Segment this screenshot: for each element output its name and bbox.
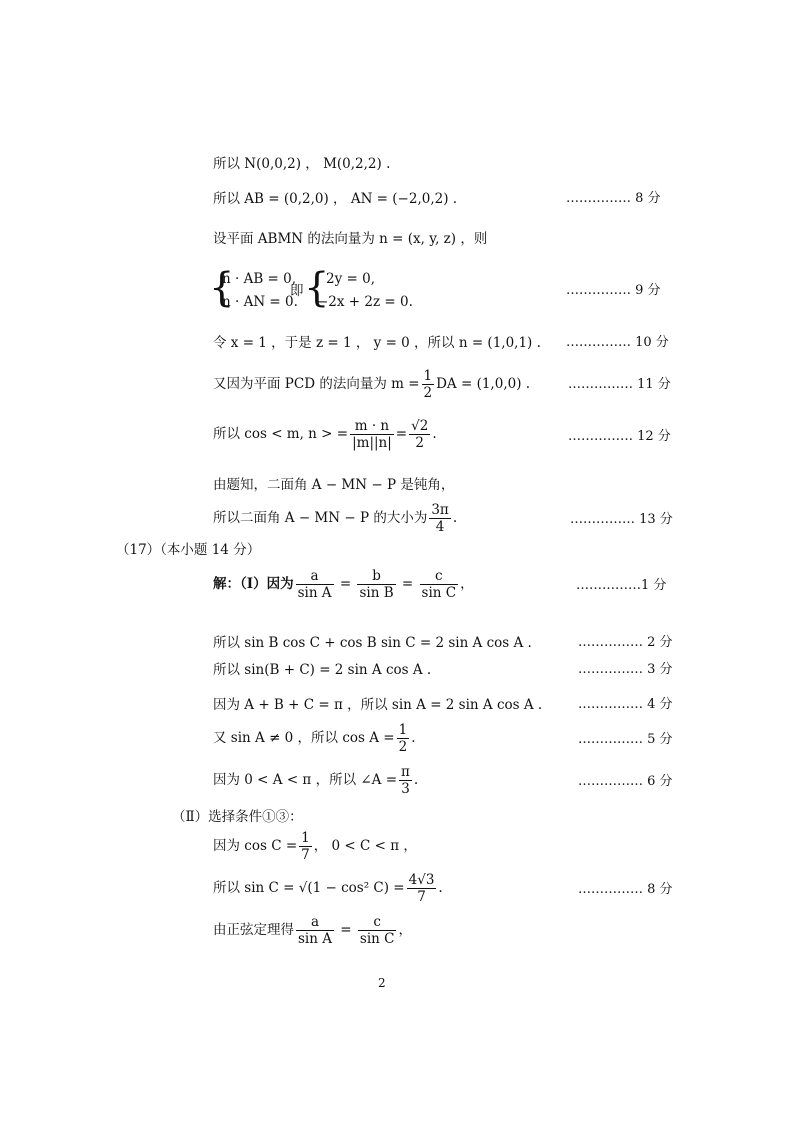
l18-num: 4√3 — [408, 872, 435, 888]
line-sin-sum: 所以 sin(B + C) = 2 sin A cos A . — [213, 662, 432, 678]
line-obtuse: 由题知，二面角 A − MN − P 是钝角， — [213, 477, 455, 493]
score-10: …………… 10 分 — [566, 335, 669, 350]
l10-f2d: sin B — [359, 585, 394, 601]
l19-f2d: sin C — [359, 931, 395, 947]
l10-f1d: sin A — [297, 585, 332, 601]
l17-fraction — [299, 830, 312, 863]
l17-post: ， 0 < C < π ， — [313, 838, 417, 854]
l10-post: ， — [460, 576, 474, 592]
l6-fraction — [422, 368, 435, 401]
l7-eq: = — [395, 426, 408, 442]
l7-num2: √2 — [411, 418, 429, 434]
l15-pre: 因为 0 < A < π ，所以 ∠A = — [213, 772, 398, 788]
l19-frac-c — [358, 914, 397, 947]
l10-pre: 解：（Ⅰ）因为 — [213, 576, 294, 592]
l10-frac-a — [296, 568, 334, 601]
l10-f2n: b — [357, 568, 395, 585]
left-brace: { — [209, 265, 235, 311]
line-normal-vector-setup: 设平面 ABMN 的法向量为 n = (x, y, z) ，则 — [213, 231, 488, 247]
l7-den: |m||n| — [352, 435, 392, 451]
l18-pre: 所以 sin C = √(1 − cos² C) = — [213, 880, 405, 896]
l15-fraction — [399, 764, 412, 797]
l15-num: π — [401, 764, 410, 780]
l19-f1n: a — [296, 914, 334, 931]
l10-frac-b — [357, 568, 395, 601]
l19-pre: 由正弦定理得 — [213, 922, 294, 938]
l10-frac-c — [420, 568, 459, 601]
l14-fraction — [397, 722, 410, 755]
line-cos-c — [213, 830, 417, 863]
l7-den2: 2 — [415, 435, 424, 451]
score-11: …………… 11 分 — [568, 377, 671, 392]
system-eq-3: 2y = 0, — [326, 271, 375, 287]
l9-den: 4 — [435, 519, 445, 535]
score-2: …………… 2 分 — [578, 635, 673, 650]
l7-frac-1 — [350, 418, 394, 451]
line-dihedral-size — [213, 502, 457, 535]
l7-post: . — [432, 426, 437, 442]
system-eq-4: −2x + 2z = 0. — [317, 294, 413, 310]
l6-den: 2 — [423, 385, 433, 401]
l9-pre: 所以二面角 A − MN − P 的大小为 — [213, 510, 428, 526]
l14-post: . — [411, 730, 416, 746]
line-vectors-ab-an: 所以 AB = (0,2,0) ， AN = (−2,0,2) . — [213, 191, 458, 207]
l19-frac-a — [296, 914, 334, 947]
score-3: …………… 3 分 — [578, 662, 673, 677]
line-angle-a — [213, 764, 418, 797]
l7-frac-2 — [409, 418, 430, 451]
score-4: …………… 4 分 — [578, 697, 673, 712]
score-1: ……………1 分 — [576, 578, 667, 593]
score-9: …………… 9 分 — [566, 283, 661, 298]
question-17-heading: （17）（本小题 14 分） — [116, 542, 261, 558]
l18-den: 7 — [417, 889, 426, 905]
l10-f3d: sin C — [421, 585, 457, 601]
l10-f1n: a — [296, 568, 334, 585]
l15-den: 3 — [401, 781, 410, 797]
l17-pre: 因为 cos C = — [213, 838, 298, 854]
l17-den: 7 — [301, 847, 310, 863]
score-8b: …………… 8 分 — [578, 882, 673, 897]
l18-post: . — [438, 880, 443, 896]
line-n-m-coords: 所以 N(0,0,2) ， M(0,2,2) . — [213, 156, 391, 172]
l15-post: . — [413, 772, 419, 788]
score-12: …………… 12 分 — [568, 429, 671, 444]
l19-f1d: sin A — [298, 931, 332, 947]
left-brace-2: { — [304, 265, 330, 311]
line-angle-sum: 因为 A + B + C = π ，所以 sin A = 2 sin A cos A . — [213, 697, 543, 713]
line-cos-a — [213, 722, 416, 755]
line-normal-m — [213, 368, 530, 401]
line-part-2-condition: （Ⅱ）选择条件①③： — [172, 809, 303, 825]
l9-num: 3π — [431, 502, 449, 518]
score-6: …………… 6 分 — [578, 774, 673, 789]
l17-num: 1 — [301, 830, 310, 846]
score-5: …………… 5 分 — [578, 732, 673, 747]
l19-f2n: c — [358, 914, 397, 931]
l7-num: m · n — [350, 418, 394, 435]
line-expand: 所以 sin B cos C + cos B sin C = 2 sin A cos A . — [213, 635, 532, 651]
line-sin-c — [213, 872, 443, 905]
line-sine-law: 由正弦定理得 $\frac{a}{\text{sin A}}$ = $\frac{c}{\text{sin C}}$ ， — [213, 914, 412, 947]
line-solve-n: 令 x = 1 ，于是 z = 1 ， y = 0 ，所以 n = (1,0,1) . — [213, 335, 541, 351]
l9-fraction — [429, 502, 450, 535]
l19-post: ， — [398, 922, 412, 938]
l9-post: . — [452, 510, 458, 526]
score-13: …………… 13 分 — [570, 512, 673, 527]
system-eq-2: n · AN = 0. — [222, 294, 298, 310]
line-cos-angle — [213, 418, 437, 451]
l7-pre: 所以 cos < m, n > = — [213, 426, 349, 442]
score-8: …………… 8 分 — [566, 191, 661, 206]
l6-num: 1 — [423, 368, 433, 384]
line-sine-law-ratio: 解：（Ⅰ）因为 $\frac{a}{\text{sin A}}$ = $\frac{b}{\text{sin B}}$ = $\frac{c}{\text{sin C}}$ ， — [213, 568, 474, 601]
l6-pre: 又因为平面 PCD 的法向量为 m = — [213, 376, 420, 392]
l14-num: 1 — [398, 722, 408, 738]
l14-den: 2 — [398, 739, 408, 755]
l14-pre: 又 sin A ≠ 0 ，所以 cos A = — [213, 730, 395, 746]
page-number: 2 — [378, 976, 386, 990]
l10-f3n: c — [420, 568, 459, 585]
l6-post: DA = (1,0,0) . — [436, 376, 531, 392]
system-eq-1: n · AB = 0, — [222, 271, 297, 287]
system-ji: 即 — [290, 283, 304, 299]
l18-fraction — [407, 872, 437, 905]
